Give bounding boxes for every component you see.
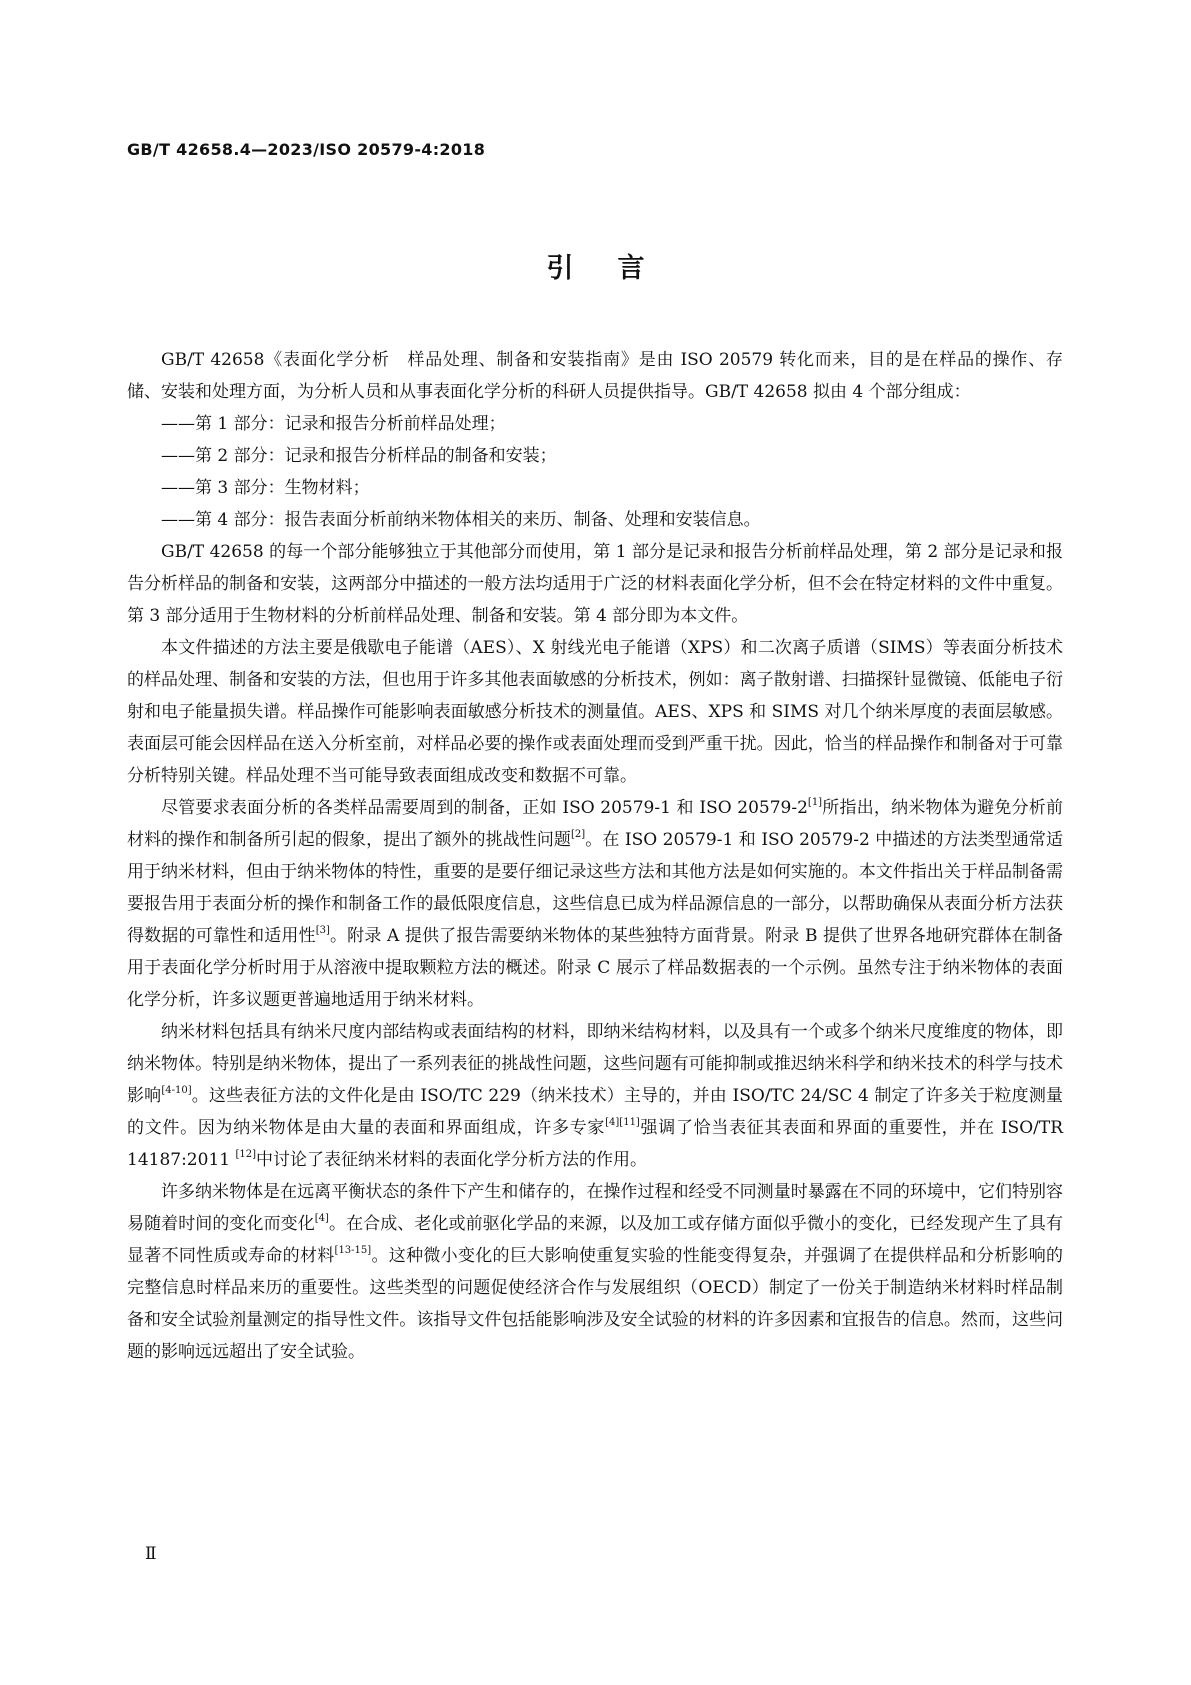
paragraph-text: 所指出，纳米物体为避免分析前材料的操作和制备所引起的假象，提出了额外的挑战性问题 xyxy=(127,798,1063,850)
introduction-body xyxy=(127,344,1063,1368)
page-title: 引言 xyxy=(546,253,689,284)
page-number: Ⅱ xyxy=(145,1544,157,1564)
citation-ref: [12] xyxy=(235,1149,257,1160)
paragraph-intro: GB/T 42658《表面化学分析 样品处理、制备和安装指南》是由 ISO 20579 转化而来，目的是在样品的操作、存储、安装和处理方面，为分析人员和从事表面化学分析的科研人员提供指导。GB/T 42658 拟由 4 个部分组成： xyxy=(127,350,1063,402)
citation-ref: [4-10] xyxy=(161,1085,192,1096)
paragraph-text: 。这种微小变化的巨大影响使重复实验的性能变得复杂，并强调了在提供样品和分析影响的完整信息时样品来历的重要性。这些类型的问题促使经济合作与发展组织（OECD）制定了一份关于制造纳米材料时样品制备和安全试验剂量测定的指导性文件。该指导文件包括能影响涉及安全试验的材料的许多因素和宜报告的信息。然而，这些问题的影响远远超出了安全试验。 xyxy=(127,1246,1064,1362)
paragraph-nanomaterials xyxy=(127,1016,1063,1176)
paragraph-methods: 本文件描述的方法主要是俄歇电子能谱（AES）、X 射线光电子能谱（XPS）和二次离子质谱（SIMS）等表面分析技术的样品处理、制备和安装的方法，但也用于许多其他表面敏感的分析技术，例如：离子散射谱、扫描探针显微镜、低能电子衍射和电子能量损失谱。样品操作可能影响表面敏感分析技术的测量值。AES、XPS 和 SIMS 对几个纳米厚度的表面层敏感。表面层可能会因样品在送入分析室前，对样品必要的操作或表面处理而受到严重干扰。因此，恰当的样品操作和制备对于可靠分析特别关键。样品处理不当可能导致表面组成改变和数据不可靠。 xyxy=(127,638,1063,786)
paragraph-text: 强调了恰当表征其表面和界面的重要性，并在 ISO/TR 14187:2011 xyxy=(127,1118,1063,1170)
paragraph-nano-challenges xyxy=(127,792,1063,1016)
citation-ref: [1] xyxy=(807,797,823,808)
paragraph-text: 。在 ISO 20579-1 和 ISO 20579-2 中描述的方法类型通常适用于纳米材料，但由于纳米物体的特性，重要的是要仔细记录这些方法和其他方法是如何实施的。本文件指出关于样品制备需要报告用于表面分析的操作和制备工作的最低限度信息，这些信息已成为样品源信息的一部分，以帮助确保从表面分析方法获得数据的可靠性和适用性 xyxy=(127,830,1063,946)
paragraph-parts-usage: GB/T 42658 的每一个部分能够独立于其他部分而使用，第 1 部分是记录和报告分析前样品处理，第 2 部分是记录和报告分析样品的制备和安装，这两部分中描述的一般方法均适用于广泛的材料表面化学分析，但不会在特定材料的文件中重复。第 3 部分适用于生物材料的分析前样品处理、制备和安装。第 4 部分即为本文件。 xyxy=(127,542,1063,626)
citation-ref: [13-15] xyxy=(334,1245,372,1256)
paragraph-text: 尽管要求表面分析的各类样品需要周到的制备，正如 ISO 20579-1 和 ISO 20579-2 xyxy=(161,798,808,818)
paragraph-provenance xyxy=(127,1176,1063,1368)
paragraph-text: 中讨论了表征纳米材料的表面化学分析方法的作用。 xyxy=(256,1150,648,1170)
paragraph-text: 许多纳米物体是在远离平衡状态的条件下产生和储存的，在操作过程和经受不同测量时暴露在不同的环境中，它们特别容易随着时间的变化而变化 xyxy=(127,1182,1063,1234)
list-item-part-1: ——第 1 部分：记录和报告分析前样品处理； xyxy=(161,414,506,434)
paragraph-text: 。这些表征方法的文件化是由 ISO/TC 229（纳米技术）主导的，并由 ISO/TC 24/SC 4 制定了许多关于粒度测量的文件。因为纳米物体是由大量的表面和界面组成，许多专家 xyxy=(127,1086,1063,1138)
citation-ref: [2] xyxy=(571,829,586,840)
list-item-part-4: ——第 4 部分：报告表面分析前纳米物体相关的来历、制备、处理和安装信息。 xyxy=(161,510,761,530)
paragraph-text: 纳米材料包括具有纳米尺度内部结构或表面结构的材料，即纳米结构材料，以及具有一个或多个纳米尺度维度的物体，即纳米物体。特别是纳米物体，提出了一系列表征的挑战性问题，这些问题有可能抑制或推迟纳米科学和纳米技术的科学与技术影响 xyxy=(127,1022,1063,1106)
paragraph-text: 。附录 A 提供了报告需要纳米物体的某些独特方面背景。附录 B 提供了世界各地研究群体在制备用于表面化学分析时用于从溶液中提取颗粒方法的概述。附录 C 展示了样品数据表的一个示例。虽然专注于纳米物体的表面化学分析，许多议题更普遍地适用于纳米材料。 xyxy=(127,926,1063,1010)
paragraph-text: 。在合成、老化或前驱化学品的来源，以及加工或存储方面似乎微小的变化，已经发现产生了具有显著不同性质或寿命的材料 xyxy=(127,1214,1063,1266)
citation-ref: [3] xyxy=(315,925,330,936)
citation-ref: [4][11] xyxy=(605,1117,640,1128)
standard-number-header: GB/T 42658.4—2023/ISO 20579-4:2018 xyxy=(127,140,486,159)
citation-ref: [4] xyxy=(314,1213,329,1224)
list-item-part-2: ——第 2 部分：记录和报告分析样品的制备和安装； xyxy=(161,446,557,466)
list-item-part-3: ——第 3 部分：生物材料； xyxy=(161,478,370,498)
